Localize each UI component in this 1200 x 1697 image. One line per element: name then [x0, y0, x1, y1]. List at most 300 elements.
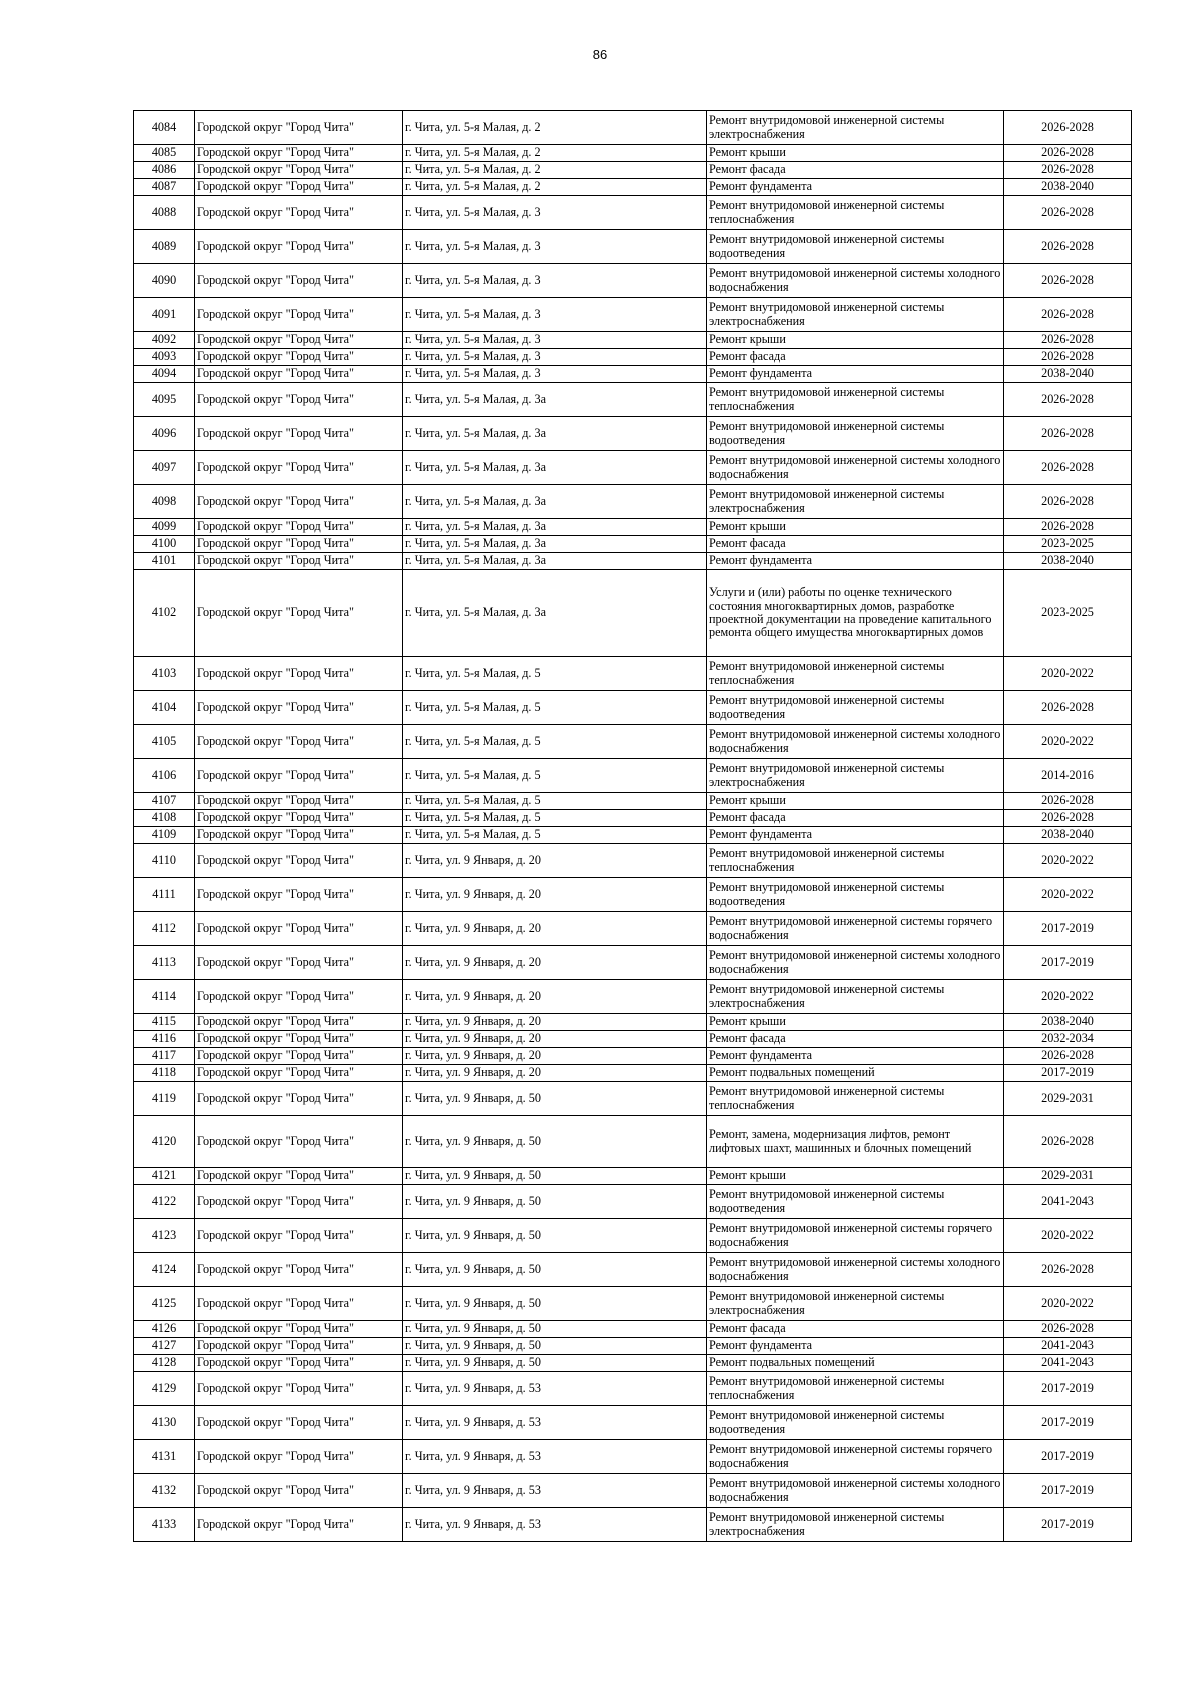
municipality-cell: Городской округ "Город Чита": [195, 111, 403, 145]
work-type-cell: Ремонт внутридомовой инженерной системы горячего водоснабжения: [707, 912, 1004, 946]
address-cell: г. Чита, ул. 9 Января, д. 50: [403, 1253, 707, 1287]
municipality-cell: Городской округ "Город Чита": [195, 553, 403, 570]
table-row: [134, 793, 1132, 810]
municipality-cell: Городской округ "Город Чита": [195, 264, 403, 298]
address-cell: г. Чита, ул. 5-я Малая, д. 2: [403, 179, 707, 196]
row-number-cell: 4102: [134, 570, 195, 657]
row-number-cell: 4104: [134, 691, 195, 725]
work-type-cell: Ремонт внутридомовой инженерной системы электроснабжения: [707, 1508, 1004, 1542]
work-type-cell: Ремонт внутридомовой инженерной системы водоотведения: [707, 878, 1004, 912]
work-type-cell: Ремонт крыши: [707, 332, 1004, 349]
period-cell: 2026-2028: [1004, 1321, 1132, 1338]
address-cell: г. Чита, ул. 5-я Малая, д. 3: [403, 196, 707, 230]
table-row: [134, 1014, 1132, 1031]
period-cell: 2026-2028: [1004, 519, 1132, 536]
work-type-cell: Ремонт внутридомовой инженерной системы горячего водоснабжения: [707, 1440, 1004, 1474]
address-cell: г. Чита, ул. 9 Января, д. 20: [403, 1048, 707, 1065]
address-cell: г. Чита, ул. 5-я Малая, д. 3а: [403, 485, 707, 519]
address-cell: г. Чита, ул. 5-я Малая, д. 2: [403, 162, 707, 179]
table-row: [134, 1372, 1132, 1406]
municipality-cell: Городской округ "Город Чита": [195, 179, 403, 196]
row-number-cell: 4132: [134, 1474, 195, 1508]
table-row: [134, 570, 1132, 657]
address-cell: г. Чита, ул. 5-я Малая, д. 3: [403, 230, 707, 264]
address-cell: г. Чита, ул. 9 Января, д. 20: [403, 980, 707, 1014]
row-number-cell: 4131: [134, 1440, 195, 1474]
work-type-cell: Ремонт фундамента: [707, 366, 1004, 383]
row-number-cell: 4128: [134, 1355, 195, 1372]
address-cell: г. Чита, ул. 9 Января, д. 50: [403, 1219, 707, 1253]
table-row: [134, 230, 1132, 264]
period-cell: 2017-2019: [1004, 1508, 1132, 1542]
period-cell: 2026-2028: [1004, 1253, 1132, 1287]
period-cell: 2017-2019: [1004, 1406, 1132, 1440]
work-type-cell: Ремонт внутридомовой инженерной системы теплоснабжения: [707, 657, 1004, 691]
municipality-cell: Городской округ "Город Чита": [195, 1474, 403, 1508]
work-type-cell: Ремонт внутридомовой инженерной системы электроснабжения: [707, 485, 1004, 519]
address-cell: г. Чита, ул. 5-я Малая, д. 2: [403, 111, 707, 145]
municipality-cell: Городской округ "Город Чита": [195, 196, 403, 230]
table-row: [134, 878, 1132, 912]
address-cell: г. Чита, ул. 9 Января, д. 50: [403, 1185, 707, 1219]
work-type-cell: Ремонт крыши: [707, 519, 1004, 536]
row-number-cell: 4116: [134, 1031, 195, 1048]
municipality-cell: Городской округ "Город Чита": [195, 230, 403, 264]
address-cell: г. Чита, ул. 5-я Малая, д. 3а: [403, 383, 707, 417]
table-row: [134, 298, 1132, 332]
work-type-cell: Ремонт фундамента: [707, 553, 1004, 570]
period-cell: 2029-2031: [1004, 1168, 1132, 1185]
row-number-cell: 4127: [134, 1338, 195, 1355]
municipality-cell: Городской округ "Город Чита": [195, 1219, 403, 1253]
period-cell: 2026-2028: [1004, 196, 1132, 230]
address-cell: г. Чита, ул. 9 Января, д. 20: [403, 878, 707, 912]
row-number-cell: 4103: [134, 657, 195, 691]
row-number-cell: 4124: [134, 1253, 195, 1287]
municipality-cell: Городской округ "Город Чита": [195, 793, 403, 810]
period-cell: 2026-2028: [1004, 162, 1132, 179]
row-number-cell: 4117: [134, 1048, 195, 1065]
work-type-cell: Ремонт внутридомовой инженерной системы водоотведения: [707, 691, 1004, 725]
address-cell: г. Чита, ул. 9 Января, д. 50: [403, 1355, 707, 1372]
row-number-cell: 4105: [134, 725, 195, 759]
period-cell: 2014-2016: [1004, 759, 1132, 793]
table-row: [134, 1406, 1132, 1440]
period-cell: 2026-2028: [1004, 1048, 1132, 1065]
period-cell: 2026-2028: [1004, 691, 1132, 725]
municipality-cell: Городской округ "Город Чита": [195, 844, 403, 878]
period-cell: 2026-2028: [1004, 810, 1132, 827]
period-cell: 2038-2040: [1004, 179, 1132, 196]
row-number-cell: 4130: [134, 1406, 195, 1440]
table-body: [134, 111, 1132, 1542]
period-cell: 2020-2022: [1004, 1219, 1132, 1253]
address-cell: г. Чита, ул. 9 Января, д. 50: [403, 1321, 707, 1338]
address-cell: г. Чита, ул. 5-я Малая, д. 5: [403, 657, 707, 691]
municipality-cell: Городской округ "Город Чита": [195, 1406, 403, 1440]
table-row: [134, 759, 1132, 793]
municipality-cell: Городской округ "Город Чита": [195, 1048, 403, 1065]
period-cell: 2026-2028: [1004, 417, 1132, 451]
row-number-cell: 4115: [134, 1014, 195, 1031]
table-row: [134, 1440, 1132, 1474]
period-cell: 2026-2028: [1004, 451, 1132, 485]
row-number-cell: 4107: [134, 793, 195, 810]
municipality-cell: Городской округ "Город Чита": [195, 810, 403, 827]
row-number-cell: 4101: [134, 553, 195, 570]
period-cell: 2041-2043: [1004, 1355, 1132, 1372]
work-type-cell: Ремонт фасада: [707, 810, 1004, 827]
work-type-cell: Ремонт внутридомовой инженерной системы теплоснабжения: [707, 1372, 1004, 1406]
address-cell: г. Чита, ул. 9 Января, д. 20: [403, 912, 707, 946]
table-row: [134, 725, 1132, 759]
table-row: [134, 810, 1132, 827]
period-cell: 2041-2043: [1004, 1338, 1132, 1355]
address-cell: г. Чита, ул. 9 Января, д. 50: [403, 1287, 707, 1321]
page-number: 86: [592, 47, 608, 62]
address-cell: г. Чита, ул. 5-я Малая, д. 5: [403, 691, 707, 725]
address-cell: г. Чита, ул. 9 Января, д. 53: [403, 1474, 707, 1508]
municipality-cell: Городской округ "Город Чита": [195, 1185, 403, 1219]
address-cell: г. Чита, ул. 5-я Малая, д. 5: [403, 810, 707, 827]
period-cell: 2017-2019: [1004, 912, 1132, 946]
table-row: [134, 1355, 1132, 1372]
address-cell: г. Чита, ул. 5-я Малая, д. 5: [403, 725, 707, 759]
period-cell: 2026-2028: [1004, 230, 1132, 264]
address-cell: г. Чита, ул. 9 Января, д. 20: [403, 946, 707, 980]
period-cell: 2026-2028: [1004, 111, 1132, 145]
work-type-cell: Ремонт внутридомовой инженерной системы теплоснабжения: [707, 196, 1004, 230]
period-cell: 2020-2022: [1004, 980, 1132, 1014]
row-number-cell: 4121: [134, 1168, 195, 1185]
work-type-cell: Ремонт внутридомовой инженерной системы электроснабжения: [707, 1287, 1004, 1321]
work-type-cell: Ремонт крыши: [707, 793, 1004, 810]
table-row: [134, 1048, 1132, 1065]
table-row: [134, 657, 1132, 691]
work-type-cell: Ремонт фасада: [707, 349, 1004, 366]
address-cell: г. Чита, ул. 9 Января, д. 53: [403, 1440, 707, 1474]
work-type-cell: Ремонт фундамента: [707, 179, 1004, 196]
period-cell: 2017-2019: [1004, 946, 1132, 980]
period-cell: 2020-2022: [1004, 878, 1132, 912]
row-number-cell: 4114: [134, 980, 195, 1014]
period-cell: 2017-2019: [1004, 1440, 1132, 1474]
row-number-cell: 4109: [134, 827, 195, 844]
work-type-cell: Ремонт внутридомовой инженерной системы холодного водоснабжения: [707, 451, 1004, 485]
address-cell: г. Чита, ул. 9 Января, д. 20: [403, 1031, 707, 1048]
row-number-cell: 4129: [134, 1372, 195, 1406]
row-number-cell: 4096: [134, 417, 195, 451]
municipality-cell: Городской округ "Город Чита": [195, 657, 403, 691]
work-type-cell: Ремонт внутридомовой инженерной системы теплоснабжения: [707, 1082, 1004, 1116]
table-row: [134, 1082, 1132, 1116]
municipality-cell: Городской округ "Город Чита": [195, 759, 403, 793]
table-row: [134, 349, 1132, 366]
period-cell: 2026-2028: [1004, 264, 1132, 298]
municipality-cell: Городской округ "Город Чита": [195, 298, 403, 332]
table-row: [134, 145, 1132, 162]
address-cell: г. Чита, ул. 5-я Малая, д. 5: [403, 793, 707, 810]
municipality-cell: Городской округ "Город Чита": [195, 1065, 403, 1082]
municipality-cell: Городской округ "Город Чита": [195, 725, 403, 759]
period-cell: 2020-2022: [1004, 1287, 1132, 1321]
row-number-cell: 4092: [134, 332, 195, 349]
municipality-cell: Городской округ "Город Чита": [195, 332, 403, 349]
municipality-cell: Городской округ "Город Чита": [195, 691, 403, 725]
table-row: [134, 417, 1132, 451]
table-row: [134, 264, 1132, 298]
address-cell: г. Чита, ул. 5-я Малая, д. 3а: [403, 553, 707, 570]
work-type-cell: Ремонт фундамента: [707, 827, 1004, 844]
address-cell: г. Чита, ул. 9 Января, д. 50: [403, 1116, 707, 1168]
address-cell: г. Чита, ул. 9 Января, д. 53: [403, 1372, 707, 1406]
work-type-cell: Ремонт крыши: [707, 1168, 1004, 1185]
address-cell: г. Чита, ул. 9 Января, д. 20: [403, 1014, 707, 1031]
work-type-cell: Ремонт внутридомовой инженерной системы теплоснабжения: [707, 844, 1004, 878]
work-type-cell: Ремонт внутридомовой инженерной системы холодного водоснабжения: [707, 946, 1004, 980]
address-cell: г. Чита, ул. 5-я Малая, д. 3а: [403, 536, 707, 553]
address-cell: г. Чита, ул. 5-я Малая, д. 3: [403, 332, 707, 349]
repair-schedule-table: [133, 110, 1132, 1542]
row-number-cell: 4093: [134, 349, 195, 366]
period-cell: 2032-2034: [1004, 1031, 1132, 1048]
municipality-cell: Городской округ "Город Чита": [195, 570, 403, 657]
row-number-cell: 4108: [134, 810, 195, 827]
municipality-cell: Городской округ "Город Чита": [195, 1168, 403, 1185]
work-type-cell: Ремонт, замена, модернизация лифтов, ремонт лифтовых шахт, машинных и блочных помещений: [707, 1116, 1004, 1168]
row-number-cell: 4123: [134, 1219, 195, 1253]
table-row: [134, 1287, 1132, 1321]
work-type-cell: Ремонт фасада: [707, 536, 1004, 553]
period-cell: 2038-2040: [1004, 1014, 1132, 1031]
table-row: [134, 162, 1132, 179]
period-cell: 2038-2040: [1004, 553, 1132, 570]
table-row: [134, 366, 1132, 383]
municipality-cell: Городской округ "Город Чита": [195, 1355, 403, 1372]
work-type-cell: Ремонт внутридомовой инженерной системы водоотведения: [707, 1406, 1004, 1440]
municipality-cell: Городской округ "Город Чита": [195, 145, 403, 162]
municipality-cell: Городской округ "Город Чита": [195, 485, 403, 519]
row-number-cell: 4125: [134, 1287, 195, 1321]
municipality-cell: Городской округ "Город Чита": [195, 1082, 403, 1116]
municipality-cell: Городской округ "Город Чита": [195, 1116, 403, 1168]
period-cell: 2023-2025: [1004, 570, 1132, 657]
period-cell: 2017-2019: [1004, 1474, 1132, 1508]
municipality-cell: Городской округ "Город Чита": [195, 1287, 403, 1321]
table-row: [134, 1474, 1132, 1508]
address-cell: г. Чита, ул. 5-я Малая, д. 3а: [403, 519, 707, 536]
period-cell: 2038-2040: [1004, 366, 1132, 383]
municipality-cell: Городской округ "Город Чита": [195, 827, 403, 844]
work-type-cell: Ремонт фасада: [707, 1321, 1004, 1338]
table-row: [134, 1253, 1132, 1287]
period-cell: 2017-2019: [1004, 1372, 1132, 1406]
address-cell: г. Чита, ул. 9 Января, д. 50: [403, 1082, 707, 1116]
work-type-cell: Ремонт внутридомовой инженерной системы холодного водоснабжения: [707, 725, 1004, 759]
table-row: [134, 1031, 1132, 1048]
address-cell: г. Чита, ул. 5-я Малая, д. 5: [403, 827, 707, 844]
work-type-cell: Ремонт подвальных помещений: [707, 1355, 1004, 1372]
table-row: [134, 332, 1132, 349]
period-cell: 2026-2028: [1004, 383, 1132, 417]
work-type-cell: Ремонт внутридомовой инженерной системы электроснабжения: [707, 111, 1004, 145]
work-type-cell: Ремонт внутридомовой инженерной системы электроснабжения: [707, 298, 1004, 332]
table-row: [134, 980, 1132, 1014]
row-number-cell: 4089: [134, 230, 195, 264]
table-row: [134, 553, 1132, 570]
municipality-cell: Городской округ "Город Чита": [195, 1031, 403, 1048]
table-row: [134, 1116, 1132, 1168]
row-number-cell: 4106: [134, 759, 195, 793]
row-number-cell: 4084: [134, 111, 195, 145]
municipality-cell: Городской округ "Город Чита": [195, 366, 403, 383]
table-row: [134, 196, 1132, 230]
row-number-cell: 4118: [134, 1065, 195, 1082]
period-cell: 2026-2028: [1004, 1116, 1132, 1168]
period-cell: 2023-2025: [1004, 536, 1132, 553]
municipality-cell: Городской округ "Город Чита": [195, 1014, 403, 1031]
table-row: [134, 485, 1132, 519]
work-type-cell: Услуги и (или) работы по оценке технического состояния многоквартирных домов, разработке проектной документации на проведение капитального ремонта общего имущества многоквартирных домов: [707, 570, 1004, 657]
period-cell: 2020-2022: [1004, 657, 1132, 691]
row-number-cell: 4086: [134, 162, 195, 179]
period-cell: 2026-2028: [1004, 485, 1132, 519]
table-row: [134, 179, 1132, 196]
row-number-cell: 4085: [134, 145, 195, 162]
address-cell: г. Чита, ул. 5-я Малая, д. 3а: [403, 451, 707, 485]
table-row: [134, 827, 1132, 844]
period-cell: 2020-2022: [1004, 725, 1132, 759]
period-cell: 2026-2028: [1004, 793, 1132, 810]
table-row: [134, 1185, 1132, 1219]
row-number-cell: 4098: [134, 485, 195, 519]
municipality-cell: Городской округ "Город Чита": [195, 1508, 403, 1542]
municipality-cell: Городской округ "Город Чита": [195, 1372, 403, 1406]
work-type-cell: Ремонт внутридомовой инженерной системы холодного водоснабжения: [707, 264, 1004, 298]
municipality-cell: Городской округ "Город Чита": [195, 1321, 403, 1338]
table-row: [134, 844, 1132, 878]
address-cell: г. Чита, ул. 9 Января, д. 53: [403, 1508, 707, 1542]
address-cell: г. Чита, ул. 5-я Малая, д. 3: [403, 264, 707, 298]
municipality-cell: Городской округ "Город Чита": [195, 1338, 403, 1355]
row-number-cell: 4090: [134, 264, 195, 298]
municipality-cell: Городской округ "Город Чита": [195, 878, 403, 912]
address-cell: г. Чита, ул. 9 Января, д. 20: [403, 1065, 707, 1082]
address-cell: г. Чита, ул. 5-я Малая, д. 3а: [403, 417, 707, 451]
municipality-cell: Городской округ "Город Чита": [195, 980, 403, 1014]
row-number-cell: 4100: [134, 536, 195, 553]
row-number-cell: 4094: [134, 366, 195, 383]
period-cell: 2026-2028: [1004, 332, 1132, 349]
municipality-cell: Городской округ "Город Чита": [195, 519, 403, 536]
work-type-cell: Ремонт внутридомовой инженерной системы водоотведения: [707, 417, 1004, 451]
table-row: [134, 519, 1132, 536]
row-number-cell: 4119: [134, 1082, 195, 1116]
period-cell: 2017-2019: [1004, 1065, 1132, 1082]
table-row: [134, 111, 1132, 145]
address-cell: г. Чита, ул. 5-я Малая, д. 3: [403, 298, 707, 332]
municipality-cell: Городской округ "Город Чита": [195, 946, 403, 980]
municipality-cell: Городской округ "Город Чита": [195, 1440, 403, 1474]
work-type-cell: Ремонт фундамента: [707, 1338, 1004, 1355]
work-type-cell: Ремонт фасада: [707, 162, 1004, 179]
municipality-cell: Городской округ "Город Чита": [195, 417, 403, 451]
work-type-cell: Ремонт подвальных помещений: [707, 1065, 1004, 1082]
address-cell: г. Чита, ул. 5-я Малая, д. 5: [403, 759, 707, 793]
work-type-cell: Ремонт крыши: [707, 145, 1004, 162]
table-row: [134, 912, 1132, 946]
row-number-cell: 4133: [134, 1508, 195, 1542]
row-number-cell: 4097: [134, 451, 195, 485]
row-number-cell: 4087: [134, 179, 195, 196]
table-row: [134, 1338, 1132, 1355]
address-cell: г. Чита, ул. 5-я Малая, д. 3: [403, 349, 707, 366]
municipality-cell: Городской округ "Город Чита": [195, 912, 403, 946]
table-row: [134, 1219, 1132, 1253]
work-type-cell: Ремонт внутридомовой инженерной системы холодного водоснабжения: [707, 1253, 1004, 1287]
period-cell: 2038-2040: [1004, 827, 1132, 844]
period-cell: 2029-2031: [1004, 1082, 1132, 1116]
address-cell: г. Чита, ул. 9 Января, д. 20: [403, 844, 707, 878]
period-cell: 2020-2022: [1004, 844, 1132, 878]
row-number-cell: 4126: [134, 1321, 195, 1338]
address-cell: г. Чита, ул. 5-я Малая, д. 3а: [403, 570, 707, 657]
table-row: [134, 1321, 1132, 1338]
row-number-cell: 4122: [134, 1185, 195, 1219]
work-type-cell: Ремонт внутридомовой инженерной системы теплоснабжения: [707, 383, 1004, 417]
work-type-cell: Ремонт фасада: [707, 1031, 1004, 1048]
work-type-cell: Ремонт внутридомовой инженерной системы электроснабжения: [707, 980, 1004, 1014]
municipality-cell: Городской округ "Город Чита": [195, 349, 403, 366]
row-number-cell: 4120: [134, 1116, 195, 1168]
table-row: [134, 536, 1132, 553]
work-type-cell: Ремонт фундамента: [707, 1048, 1004, 1065]
work-type-cell: Ремонт внутридомовой инженерной системы горячего водоснабжения: [707, 1219, 1004, 1253]
address-cell: г. Чита, ул. 5-я Малая, д. 3: [403, 366, 707, 383]
row-number-cell: 4110: [134, 844, 195, 878]
work-type-cell: Ремонт крыши: [707, 1014, 1004, 1031]
address-cell: г. Чита, ул. 9 Января, д. 50: [403, 1168, 707, 1185]
row-number-cell: 4111: [134, 878, 195, 912]
table-row: [134, 1065, 1132, 1082]
table-row: [134, 946, 1132, 980]
table-row: [134, 1168, 1132, 1185]
address-cell: г. Чита, ул. 9 Января, д. 50: [403, 1338, 707, 1355]
table-row: [134, 1508, 1132, 1542]
municipality-cell: Городской округ "Город Чита": [195, 383, 403, 417]
period-cell: 2041-2043: [1004, 1185, 1132, 1219]
row-number-cell: 4112: [134, 912, 195, 946]
period-cell: 2026-2028: [1004, 349, 1132, 366]
work-type-cell: Ремонт внутридомовой инженерной системы холодного водоснабжения: [707, 1474, 1004, 1508]
work-type-cell: Ремонт внутридомовой инженерной системы электроснабжения: [707, 759, 1004, 793]
municipality-cell: Городской округ "Город Чита": [195, 162, 403, 179]
address-cell: г. Чита, ул. 9 Января, д. 53: [403, 1406, 707, 1440]
row-number-cell: 4095: [134, 383, 195, 417]
table-row: [134, 691, 1132, 725]
municipality-cell: Городской округ "Город Чита": [195, 451, 403, 485]
municipality-cell: Городской округ "Город Чита": [195, 1253, 403, 1287]
address-cell: г. Чита, ул. 5-я Малая, д. 2: [403, 145, 707, 162]
work-type-cell: Ремонт внутридомовой инженерной системы водоотведения: [707, 1185, 1004, 1219]
municipality-cell: Городской округ "Город Чита": [195, 536, 403, 553]
table-row: [134, 451, 1132, 485]
work-type-cell: Ремонт внутридомовой инженерной системы водоотведения: [707, 230, 1004, 264]
row-number-cell: 4088: [134, 196, 195, 230]
row-number-cell: 4113: [134, 946, 195, 980]
row-number-cell: 4091: [134, 298, 195, 332]
period-cell: 2026-2028: [1004, 298, 1132, 332]
